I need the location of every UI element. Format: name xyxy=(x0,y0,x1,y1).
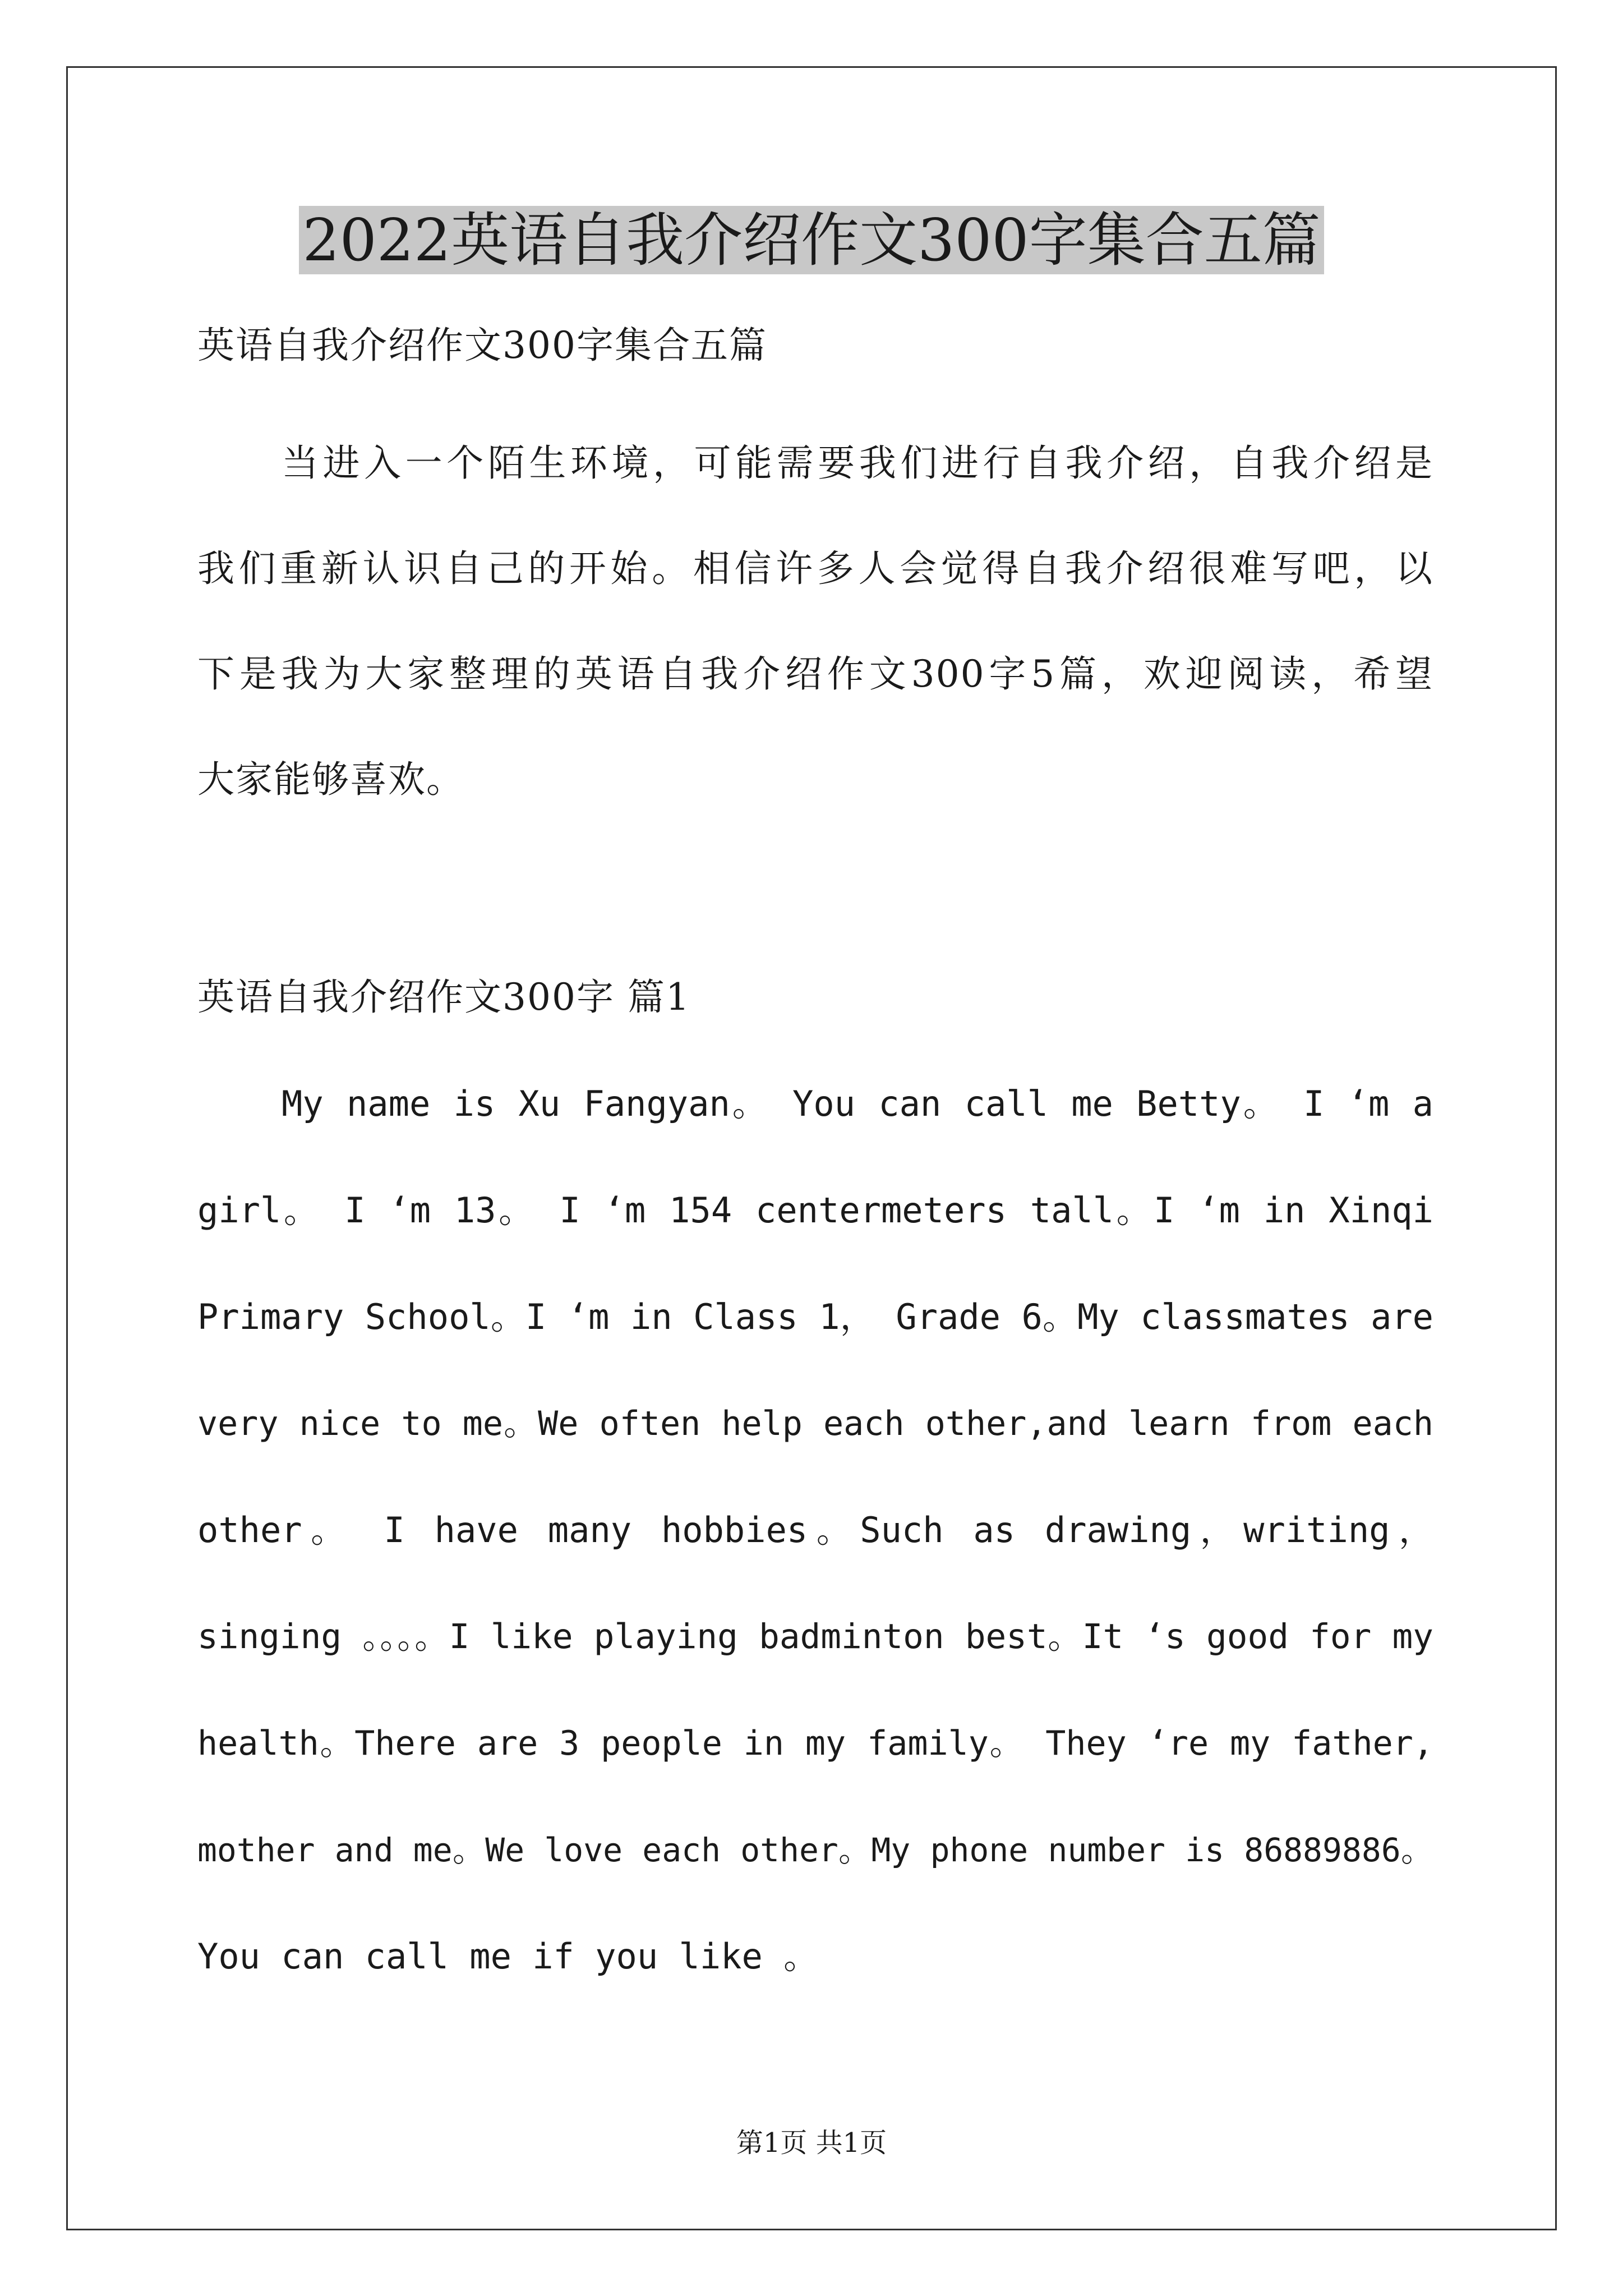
essay-line-6: singing 。。。。I like playing badminton best。It ‘s good for my xyxy=(197,1617,1433,1657)
essay-line-1: My name is Xu Fangyan。 You can call me Betty。 I ‘m a xyxy=(282,1083,1433,1124)
document-title xyxy=(0,201,1623,279)
page-number-footer: 第1页 共1页 xyxy=(736,2127,887,2159)
essay-line-5: other。 I have many hobbies。Such as drawing，writing， xyxy=(197,1510,1433,1550)
essay-line-4: very nice to me。We often help each other,and learn from each xyxy=(197,1404,1433,1443)
document-subtitle: 英语自我介绍作文300字集合五篇 xyxy=(197,324,767,367)
section-heading: 英语自我介绍作文300字 篇1 xyxy=(197,976,690,1019)
essay-line-3: Primary School。I ‘m in Class 1， Grade 6。My classmates are xyxy=(197,1296,1433,1337)
essay-line-2: girl。 I ‘m 13。 I ‘m 154 centermeters tall。I ‘m in Xinqi xyxy=(197,1190,1433,1231)
document-title-text: 2022英语自我介绍作文300字集合五篇 xyxy=(299,206,1324,274)
intro-line-2: 我们重新认识自己的开始。相信许多人会觉得自我介绍很难写吧，以 xyxy=(197,547,1433,590)
essay-line-7: health。There are 3 people in my family。 They ‘re my father, xyxy=(197,1724,1433,1763)
essay-line-8: mother and me。We love each other。My phone number is 86889886。 xyxy=(197,1831,1433,1869)
page-border xyxy=(66,66,1557,2230)
essay-line-9: You can call me if you like 。 xyxy=(197,1936,819,1977)
intro-line-4: 大家能够喜欢。 xyxy=(197,758,464,801)
intro-line-1: 当进入一个陌生环境，可能需要我们进行自我介绍，自我介绍是 xyxy=(282,441,1433,485)
intro-line-3: 下是我为大家整理的英语自我介绍作文300字5篇，欢迎阅读，希望 xyxy=(197,652,1433,696)
